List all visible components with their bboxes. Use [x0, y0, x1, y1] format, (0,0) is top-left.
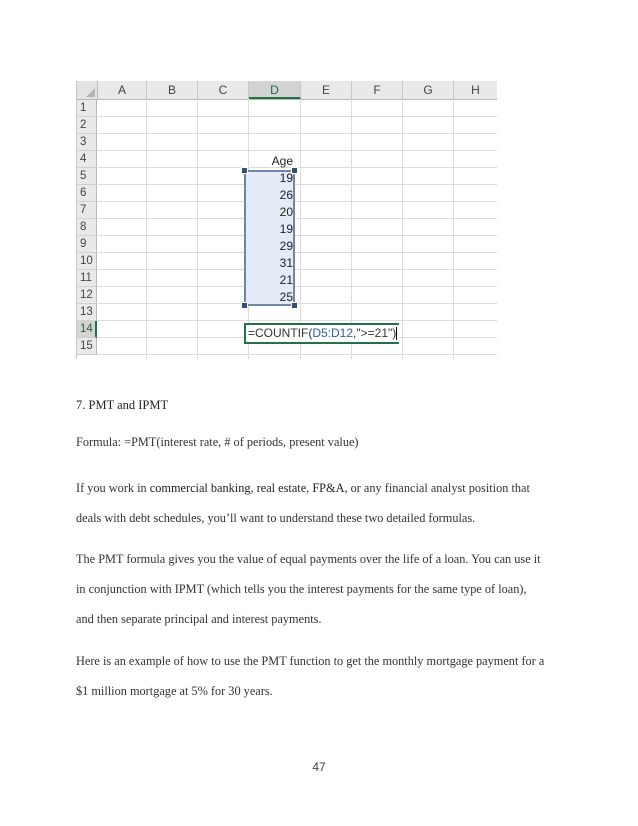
section-heading: 7. PMT and IPMT — [76, 398, 169, 412]
paragraph-intro-line-2: deals with debt schedules, you’ll want to understand these two detailed formulas. — [76, 511, 476, 525]
paragraph-intro-line-1 — [76, 480, 562, 496]
paragraph-pmt-line-1: The PMT formula gives you the value of equal payments over the life of a loan. You can use it — [76, 552, 541, 566]
row-header-3[interactable]: 3 — [77, 134, 97, 151]
cell-d9[interactable]: 29 — [279, 239, 293, 253]
row-header-9[interactable]: 9 — [77, 236, 97, 253]
cell-d4-age-header[interactable]: Age — [271, 154, 293, 168]
formula-range-reference: D5:D12 — [312, 326, 354, 340]
cell-d7[interactable]: 20 — [279, 205, 293, 219]
link-real-estate[interactable]: real estate — [256, 481, 307, 495]
formula-suffix: ,">=21") — [353, 326, 397, 340]
row-header-15[interactable]: 15 — [77, 338, 97, 355]
paragraph-example-line-1: Here is an example of how to use the PMT function to get the monthly mortgage payment for a — [76, 654, 545, 668]
paragraph-text: If you work in — [76, 481, 150, 495]
paragraph-text: , or any financial analyst position that — [344, 481, 530, 495]
separator-text: , — [250, 481, 257, 495]
column-header-g[interactable]: G — [403, 81, 454, 99]
column-header-c[interactable]: C — [198, 81, 249, 99]
cell-d11[interactable]: 21 — [279, 273, 293, 287]
page-number: 47 — [312, 760, 326, 774]
column-header-e[interactable]: E — [301, 81, 352, 99]
row-header-8[interactable]: 8 — [77, 219, 97, 236]
row-header-14[interactable]: 14 — [77, 321, 97, 338]
cell-d5[interactable]: 19 — [279, 171, 293, 185]
paragraph-pmt-line-3: and then separate principal and interest payments. — [76, 612, 322, 626]
separator-text: , — [306, 481, 313, 495]
column-header-d[interactable]: D — [249, 81, 301, 99]
row-header-12[interactable]: 12 — [77, 287, 97, 304]
row-header-2[interactable]: 2 — [77, 117, 97, 134]
row-header-1[interactable]: 1 — [77, 100, 97, 117]
column-header-b[interactable]: B — [147, 81, 198, 99]
column-header-h[interactable]: H — [454, 81, 497, 99]
row-header-4[interactable]: 4 — [77, 151, 97, 168]
column-header-row — [77, 81, 497, 100]
formula-description: Formula: =PMT(interest rate, # of periods, present value) — [76, 435, 359, 449]
cell-d6[interactable]: 26 — [279, 188, 293, 202]
row-header-7[interactable]: 7 — [77, 202, 97, 219]
link-commercial-banking[interactable]: commercial banking — [149, 481, 251, 495]
row-header-10[interactable]: 10 — [77, 253, 97, 270]
row-header-13[interactable]: 13 — [77, 304, 97, 321]
link-fpa[interactable]: FP&A — [312, 481, 345, 495]
row-header-6[interactable]: 6 — [77, 185, 97, 202]
text-cursor — [396, 327, 397, 340]
column-header-f[interactable]: F — [352, 81, 403, 99]
paragraph-pmt-line-2: in conjunction with IPMT (which tells you the interest payments for the same type of loan), — [76, 582, 527, 596]
row-header-5[interactable]: 5 — [77, 168, 97, 185]
column-header-a[interactable]: A — [98, 81, 147, 99]
cell-d10[interactable]: 31 — [279, 256, 293, 270]
formula-prefix: =COUNTIF( — [248, 326, 313, 340]
cell-d14-formula-editor[interactable] — [244, 323, 399, 344]
cell-d8[interactable]: 19 — [279, 222, 293, 236]
select-all-corner[interactable] — [77, 81, 98, 99]
cell-d12[interactable]: 25 — [279, 290, 293, 304]
row-header-11[interactable]: 11 — [77, 270, 97, 287]
paragraph-example-line-2: $1 million mortgage at 5% for 30 years. — [76, 684, 273, 698]
